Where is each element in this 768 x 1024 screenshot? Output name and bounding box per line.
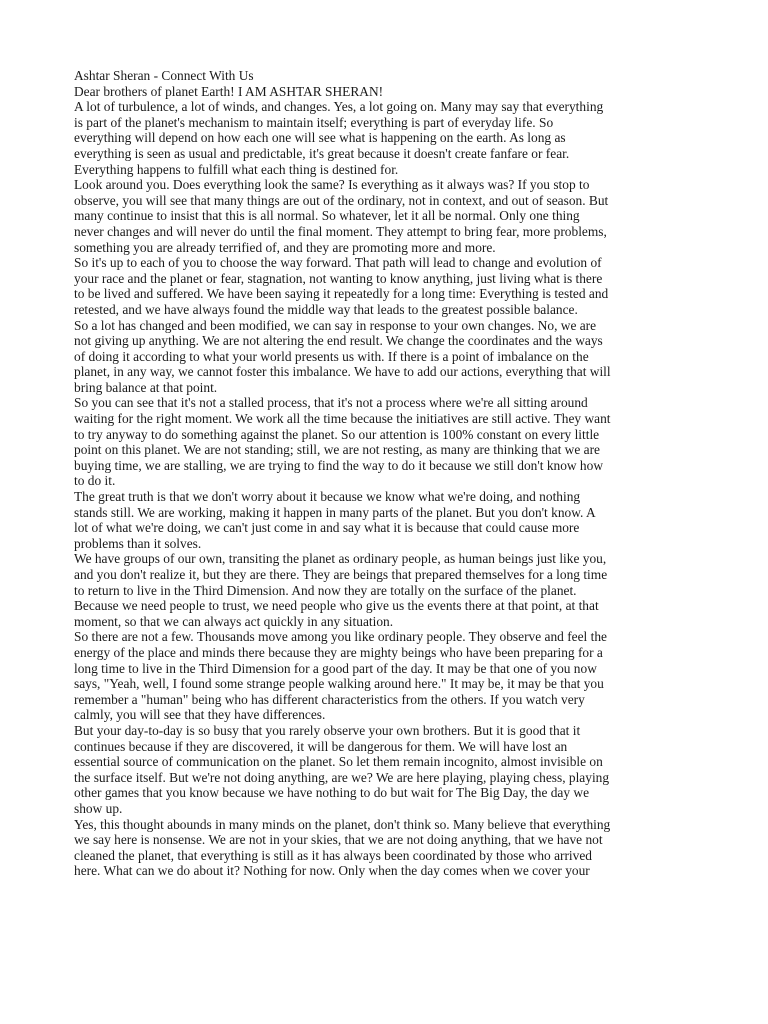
text-line: So a lot has changed and been modified, we can say in response to your own changes. No, we are	[74, 317, 597, 333]
paragraph	[74, 395, 704, 489]
text-line: continues because if they are discovered, it will be dangerous for them. We will have lost an	[74, 738, 568, 754]
paragraph	[74, 255, 704, 317]
text-line: So there are not a few. Thousands move among you like ordinary people. They observe and feel the	[74, 629, 607, 645]
text-line: Because we need people to trust, we need people who give us the events there at that point, at that	[74, 598, 599, 614]
text-line: other games that you know because we have nothing to do but wait for The Big Day, the day we	[74, 785, 590, 801]
text-line: something you are already terrified of, and they are promoting more and more.	[74, 239, 496, 255]
text-line: So you can see that it's not a stalled process, that it's not a process where we're all sitting around	[74, 395, 588, 411]
text-line: lot of what we're doing, we can't just come in and say what it is because that could cause more	[74, 520, 580, 536]
paragraph	[74, 817, 704, 879]
text-line: your race and the planet or fear, stagnation, not wanting to know anything, just living what is there	[74, 270, 603, 286]
text-line: point on this planet. We are not standing; still, we are not resting, as many are thinking that we are	[74, 442, 600, 458]
document-page	[74, 68, 704, 879]
text-line: retested, and we have always found the middle way that leads to the greatest possible balance.	[74, 301, 578, 317]
text-line: everything will depend on how each one will see what is happening on the earth. As long as	[74, 130, 566, 146]
text-line: energy of the place and minds there because they are mighty beings who have been preparing for a	[74, 644, 603, 660]
text-line: says, "Yeah, well, I found some strange people walking around here." It may be, it may be that you	[74, 676, 604, 692]
text-line: here. What can we do about it? Nothing for now. Only when the day comes when we cover your	[74, 863, 590, 879]
paragraph	[74, 551, 704, 629]
text-line: observe, you will see that many things are out of the ordinary, not in context, and out of season. But	[74, 192, 609, 208]
paragraph	[74, 99, 704, 177]
text-line: to do it.	[74, 473, 116, 489]
text-line: is part of the planet's mechanism to maintain itself; everything is part of everyday life. So	[74, 114, 554, 130]
text-line: everything is seen as usual and predictable, it's great because it doesn't create fanfare or fear.	[74, 145, 570, 161]
text-line: not giving up anything. We are not altering the end result. We change the coordinates and the ways	[74, 333, 603, 349]
text-line: planet, in any way, we cannot foster this imbalance. We have to add our actions, everything that will	[74, 364, 611, 380]
text-line: Everything happens to fulfill what each thing is destined for.	[74, 161, 399, 177]
text-line: and you don't realize it, but they are there. They are beings that prepared themselves for a long time	[74, 567, 608, 582]
text-line: So it's up to each of you to choose the way forward. That path will lead to change and evolution of	[74, 255, 602, 271]
text-line: to try anyway to do something against the planet. So our attention is 100% constant on every little	[74, 426, 600, 442]
text-line: we say here is nonsense. We are not in your skies, that we are not doing anything, that we have not	[74, 832, 603, 848]
document-title: Ashtar Sheran - Connect With Us	[74, 68, 254, 83]
paragraph	[74, 177, 704, 255]
text-line: long time to live in the Third Dimension for a good part of the day. It may be that one of you now	[74, 660, 597, 676]
text-line: many continue to insist that this is all normal. So whatever, let it all be normal. Only one thing	[74, 208, 580, 224]
text-line: We have groups of our own, transiting the planet as ordinary people, as human beings just like you,	[74, 551, 607, 567]
text-line: But your day-to-day is so busy that you rarely observe your own brothers. But it is good that it	[74, 722, 581, 738]
text-line: bring balance at that point.	[74, 379, 218, 395]
greeting: Dear brothers of planet Earth! I AM ASHTAR SHERAN!	[74, 83, 384, 99]
paragraph	[74, 489, 704, 551]
text-line: problems than it solves.	[74, 535, 202, 551]
text-line: buying time, we are stalling, we are trying to find the way to do it because we still don't know how	[74, 457, 603, 473]
paragraph	[74, 629, 704, 723]
paragraph	[74, 318, 704, 396]
body-text	[74, 99, 704, 879]
text-line: A lot of turbulence, a lot of winds, and changes. Yes, a lot going on. Many may say that everything	[74, 99, 604, 115]
text-line: to be lived and suffered. We have been saying it repeatedly for a long time: Everything is tested and	[74, 286, 609, 302]
text-line: moment, so that we can always act quickly in any situation.	[74, 613, 394, 629]
text-line: never changes and will never do until the final moment. They attempt to bring fear, more problems,	[74, 223, 607, 239]
text-line: cleaned the planet, that everything is still as it has always been coordinated by those who arrived	[74, 847, 592, 863]
text-line: Look around you. Does everything look the same? Is everything as it always was? If you stop to	[74, 177, 590, 193]
text-line: of doing it according to what your world presents us with. If there is a point of imbalance on the	[74, 348, 589, 364]
text-line: stands still. We are working, making it happen in many parts of the planet. But you don't know. A	[74, 504, 596, 520]
text-line: Yes, this thought abounds in many minds on the planet, don't think so. Many believe that everything	[74, 816, 611, 832]
text-line: essential source of communication on the planet. So let them remain incognito, almost invisible on	[74, 754, 603, 770]
text-line: The great truth is that we don't worry about it because we know what we're doing, and nothing	[74, 489, 581, 505]
text-line: remember a "human" being who has different characteristics from the others. If you watch very	[74, 691, 585, 707]
text-line: waiting for the right moment. We work all the time because the initiatives are still active. They want	[74, 411, 611, 427]
text-line: show up.	[74, 800, 123, 816]
paragraph	[74, 723, 704, 817]
text-line: the surface itself. But we're not doing anything, are we? We are here playing, playing chess, playing	[74, 769, 610, 785]
text-line: calmly, you will see that they have differences.	[74, 707, 326, 723]
text-line: to return to live in the Third Dimension. And now they are totally on the surface of the planet.	[74, 582, 577, 598]
